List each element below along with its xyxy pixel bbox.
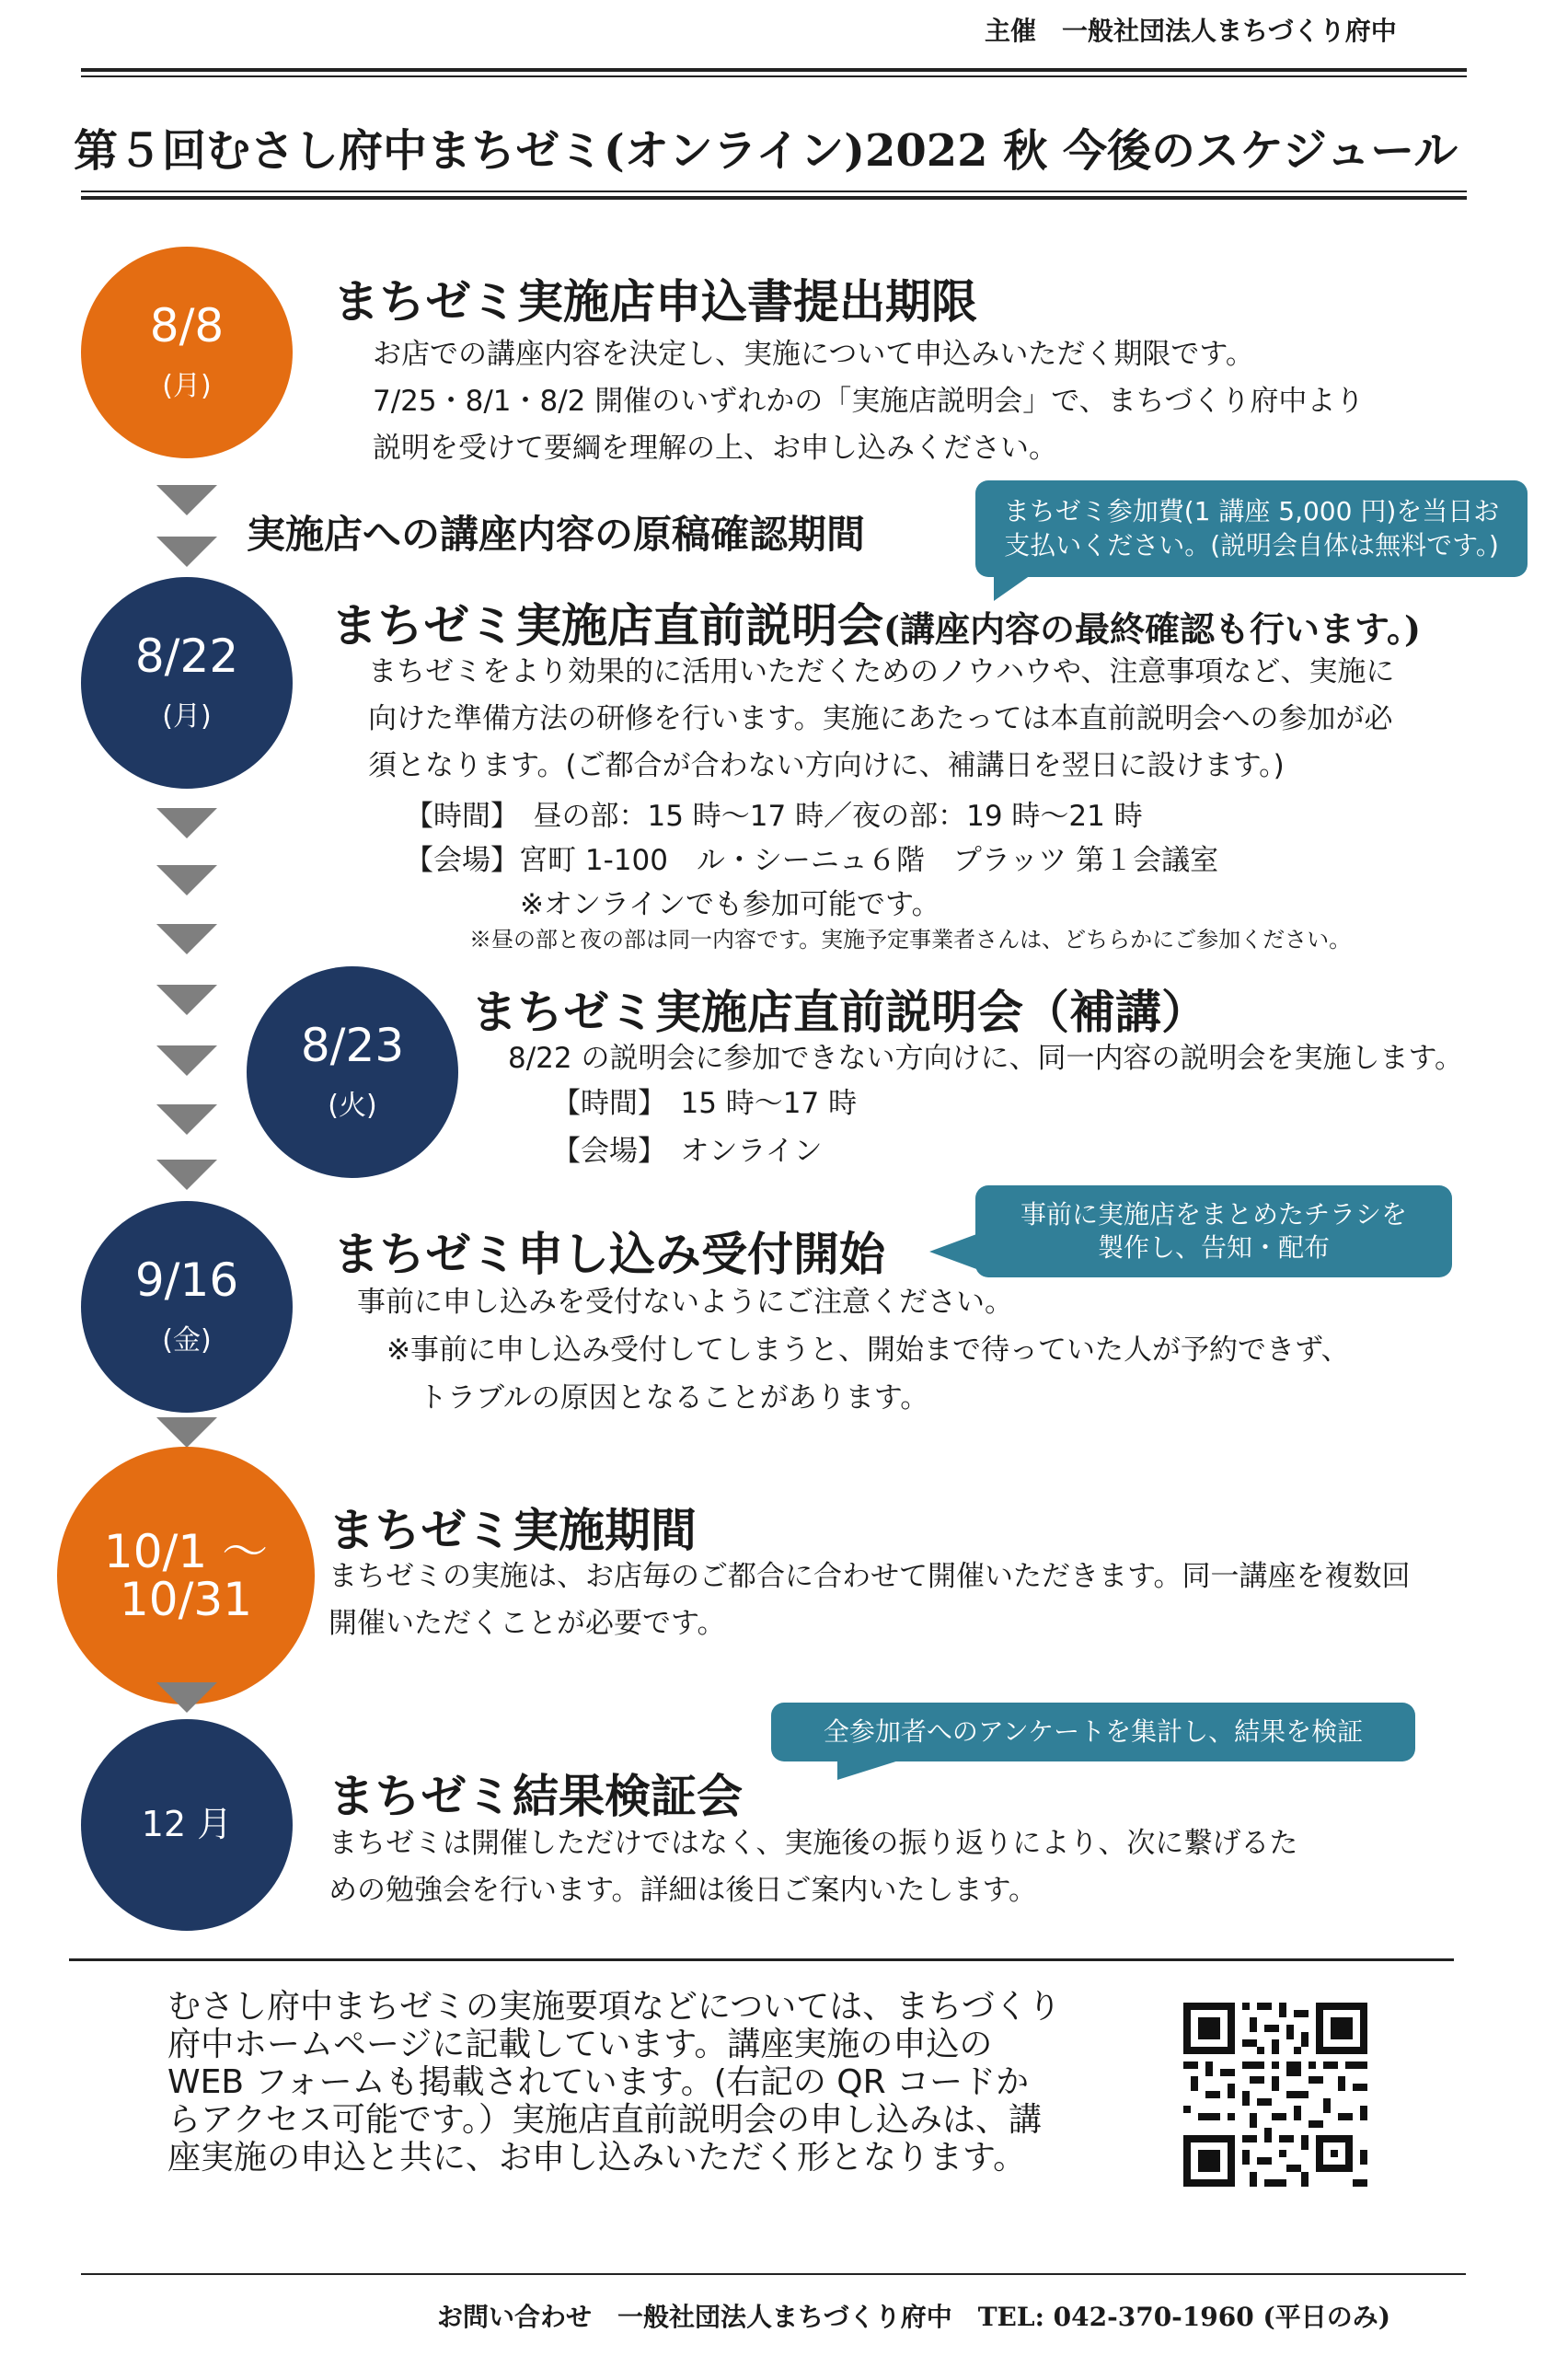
timeline-arrow-icon (156, 1160, 217, 1190)
date-label-end: 10/31 (119, 1573, 253, 1626)
timeline-arrow-icon (156, 1682, 217, 1713)
callout-line: まちゼミ参加費(1 講座 5,000 円)を当日お (1003, 496, 1500, 527)
description-line: めの勉強会を行います。詳細は後日ご案内いたします。 (329, 1874, 1038, 1908)
description-line: まちゼミの実施は、お店毎のご都合に合わせて開催いただきます。同一講座を複数回 (329, 1560, 1411, 1593)
event-time: 【時間】 昼の部：15 時～17 時／夜の部：19 時～21 時 (405, 800, 1143, 833)
timeline-arrow-icon (156, 1104, 217, 1135)
callout-line: 製作し、告知・配布 (1097, 1232, 1330, 1263)
weekday-label: (金) (162, 1324, 212, 1357)
event-title: まちゼミ実施期間 (329, 1503, 697, 1557)
footer-info (167, 1988, 1061, 2177)
date-circle-12 (81, 1719, 293, 1931)
date-label: 9/16 (134, 1253, 239, 1307)
callout-fee (975, 480, 1528, 577)
timeline-arrow-icon (156, 808, 217, 838)
date-label: 8/22 (134, 629, 239, 683)
timeline-arrow-icon (156, 924, 217, 954)
event-venue: 【会場】宮町 1-100 ル・シーニュ６階 プラッツ 第１会議室 (405, 844, 1219, 877)
description-line: お店での講座内容を決定し、実施について申込みいただく期限です。 (373, 338, 1254, 371)
event-title: まちゼミ結果検証会 (329, 1769, 743, 1823)
interval-label: 実施店への講座内容の原稿確認期間 (247, 512, 866, 557)
event-time: 【時間】 15 時～17 時 (552, 1087, 858, 1120)
page-title: 第５回むさし府中まちゼミ(オンライン)2022 秋 今後のスケジュール (74, 125, 1458, 177)
event-title: まちゼミ実施店直前説明会（補講） (471, 985, 1207, 1039)
event-description (329, 1820, 1297, 1914)
callout-tail (837, 1760, 902, 1780)
event-title: まちゼミ申し込み受付開始 (333, 1227, 885, 1281)
callout-line: 事前に実施店をまとめたチラシを (1020, 1198, 1407, 1230)
timeline-arrow-icon (156, 985, 217, 1015)
date-circle-10-1 (57, 1447, 315, 1704)
callout-survey (771, 1703, 1415, 1761)
weekday-label: (火) (328, 1090, 377, 1123)
date-label: 12 月 (141, 1804, 233, 1845)
event-title: まちゼミ実施店申込書提出期限 (333, 274, 977, 329)
title-rule-bottom-thick (81, 196, 1467, 200)
event-description: 事前に申し込みを受付ないようにご注意ください。 (357, 1286, 1013, 1319)
callout-tail (929, 1233, 979, 1270)
organizer-label: 主催 一般社団法人まちづくり府中 (985, 16, 1397, 46)
event-venue: 【会場】 オンライン (552, 1135, 823, 1168)
event-title (331, 589, 1421, 655)
event-description (373, 331, 1364, 472)
event-title-sub: (講座内容の最終確認も行います。) (883, 608, 1421, 650)
event-footnote: ※昼の部と夜の部は同一内容です。実施予定事業者さんは、どちらかにご参加ください。 (469, 927, 1352, 953)
event-title-main: まちゼミ実施店直前説明会 (331, 598, 883, 653)
timeline-arrow-icon (156, 485, 217, 515)
date-label: 8/8 (149, 298, 225, 352)
footer-info-line: WEB フォームも掲載されています。(右記の QR コードか (167, 2063, 1030, 2102)
description-line: 開催いただくことが必要です。 (329, 1607, 726, 1641)
date-label: 10/1 ～ (103, 1524, 269, 1578)
contact-info: お問い合わせ 一般社団法人まちづくり府中 TEL: 042-370-1960 (平日のみ) (437, 2302, 1390, 2332)
footer-info-line: 座実施の申込と共に、お申し込みいただく形となります。 (167, 2139, 1027, 2177)
callout-line: 全参加者へのアンケートを集計し、結果を検証 (823, 1715, 1364, 1747)
date-circle-8-23 (247, 966, 458, 1178)
timeline-arrow-icon (156, 537, 217, 567)
event-description: トラブルの原因となることがあります。 (419, 1381, 929, 1415)
description-line: まちゼミをより効果的に活用いただくためのノウハウや、注意事項など、実施に (368, 655, 1395, 688)
footer-rule-top (69, 1958, 1454, 1961)
description-line: 向けた準備方法の研修を行います。実施にあたっては本直前説明会への参加が必 (368, 702, 1393, 736)
timeline-arrow-icon (156, 1045, 217, 1076)
callout-line: 支払いください。(説明会自体は無料です。) (1004, 529, 1499, 560)
callout-flyer (975, 1185, 1452, 1277)
weekday-label: (月) (162, 700, 212, 733)
footer-info-line: らアクセス可能です。）実施店直前説明会の申し込みは、講 (167, 2101, 1043, 2140)
footer-info-line: むさし府中まちゼミの実施要項などについては、まちづくり (167, 1988, 1061, 2026)
event-description (329, 1553, 1411, 1647)
event-description: 8/22 の説明会に参加できない方向けに、同一内容の説明会を実施します。 (508, 1042, 1463, 1075)
description-line: 7/25・8/1・8/2 開催のいずれかの「実施店説明会」で、まちづくり府中より (373, 385, 1365, 419)
timeline-arrow-icon (156, 865, 217, 895)
description-line: 須となります。(ご都合が合わない方向けに、補講日を翌日に設けます。) (368, 749, 1285, 783)
footer-info-line: 府中ホームページに記載しています。講座実施の申込の (167, 2026, 993, 2064)
date-circle-8-22 (81, 577, 293, 789)
event-description (368, 649, 1394, 790)
event-description: ※事前に申し込み受付してしまうと、開始まで待っていた人が予約できず、 (386, 1334, 1350, 1367)
date-label: 8/23 (300, 1018, 405, 1072)
date-circle-8-8 (81, 247, 293, 458)
qr-code-icon[interactable] (1183, 2003, 1367, 2187)
timeline-arrow-icon (156, 1417, 217, 1448)
weekday-label: (月) (162, 370, 212, 403)
title-rule-bottom (81, 191, 1467, 192)
title-rule-top (81, 68, 1467, 72)
footer-rule-bottom (81, 2273, 1466, 2275)
date-circle-9-16 (81, 1201, 293, 1413)
event-online-note: ※オンラインでも参加可能です。 (520, 888, 940, 921)
description-line: 説明を受けて要綱を理解の上、お申し込みください。 (373, 432, 1057, 466)
description-line: まちゼミは開催しただけではなく、実施後の振り返りにより、次に繋げるた (329, 1827, 1298, 1860)
title-rule-top-thin (81, 75, 1467, 77)
